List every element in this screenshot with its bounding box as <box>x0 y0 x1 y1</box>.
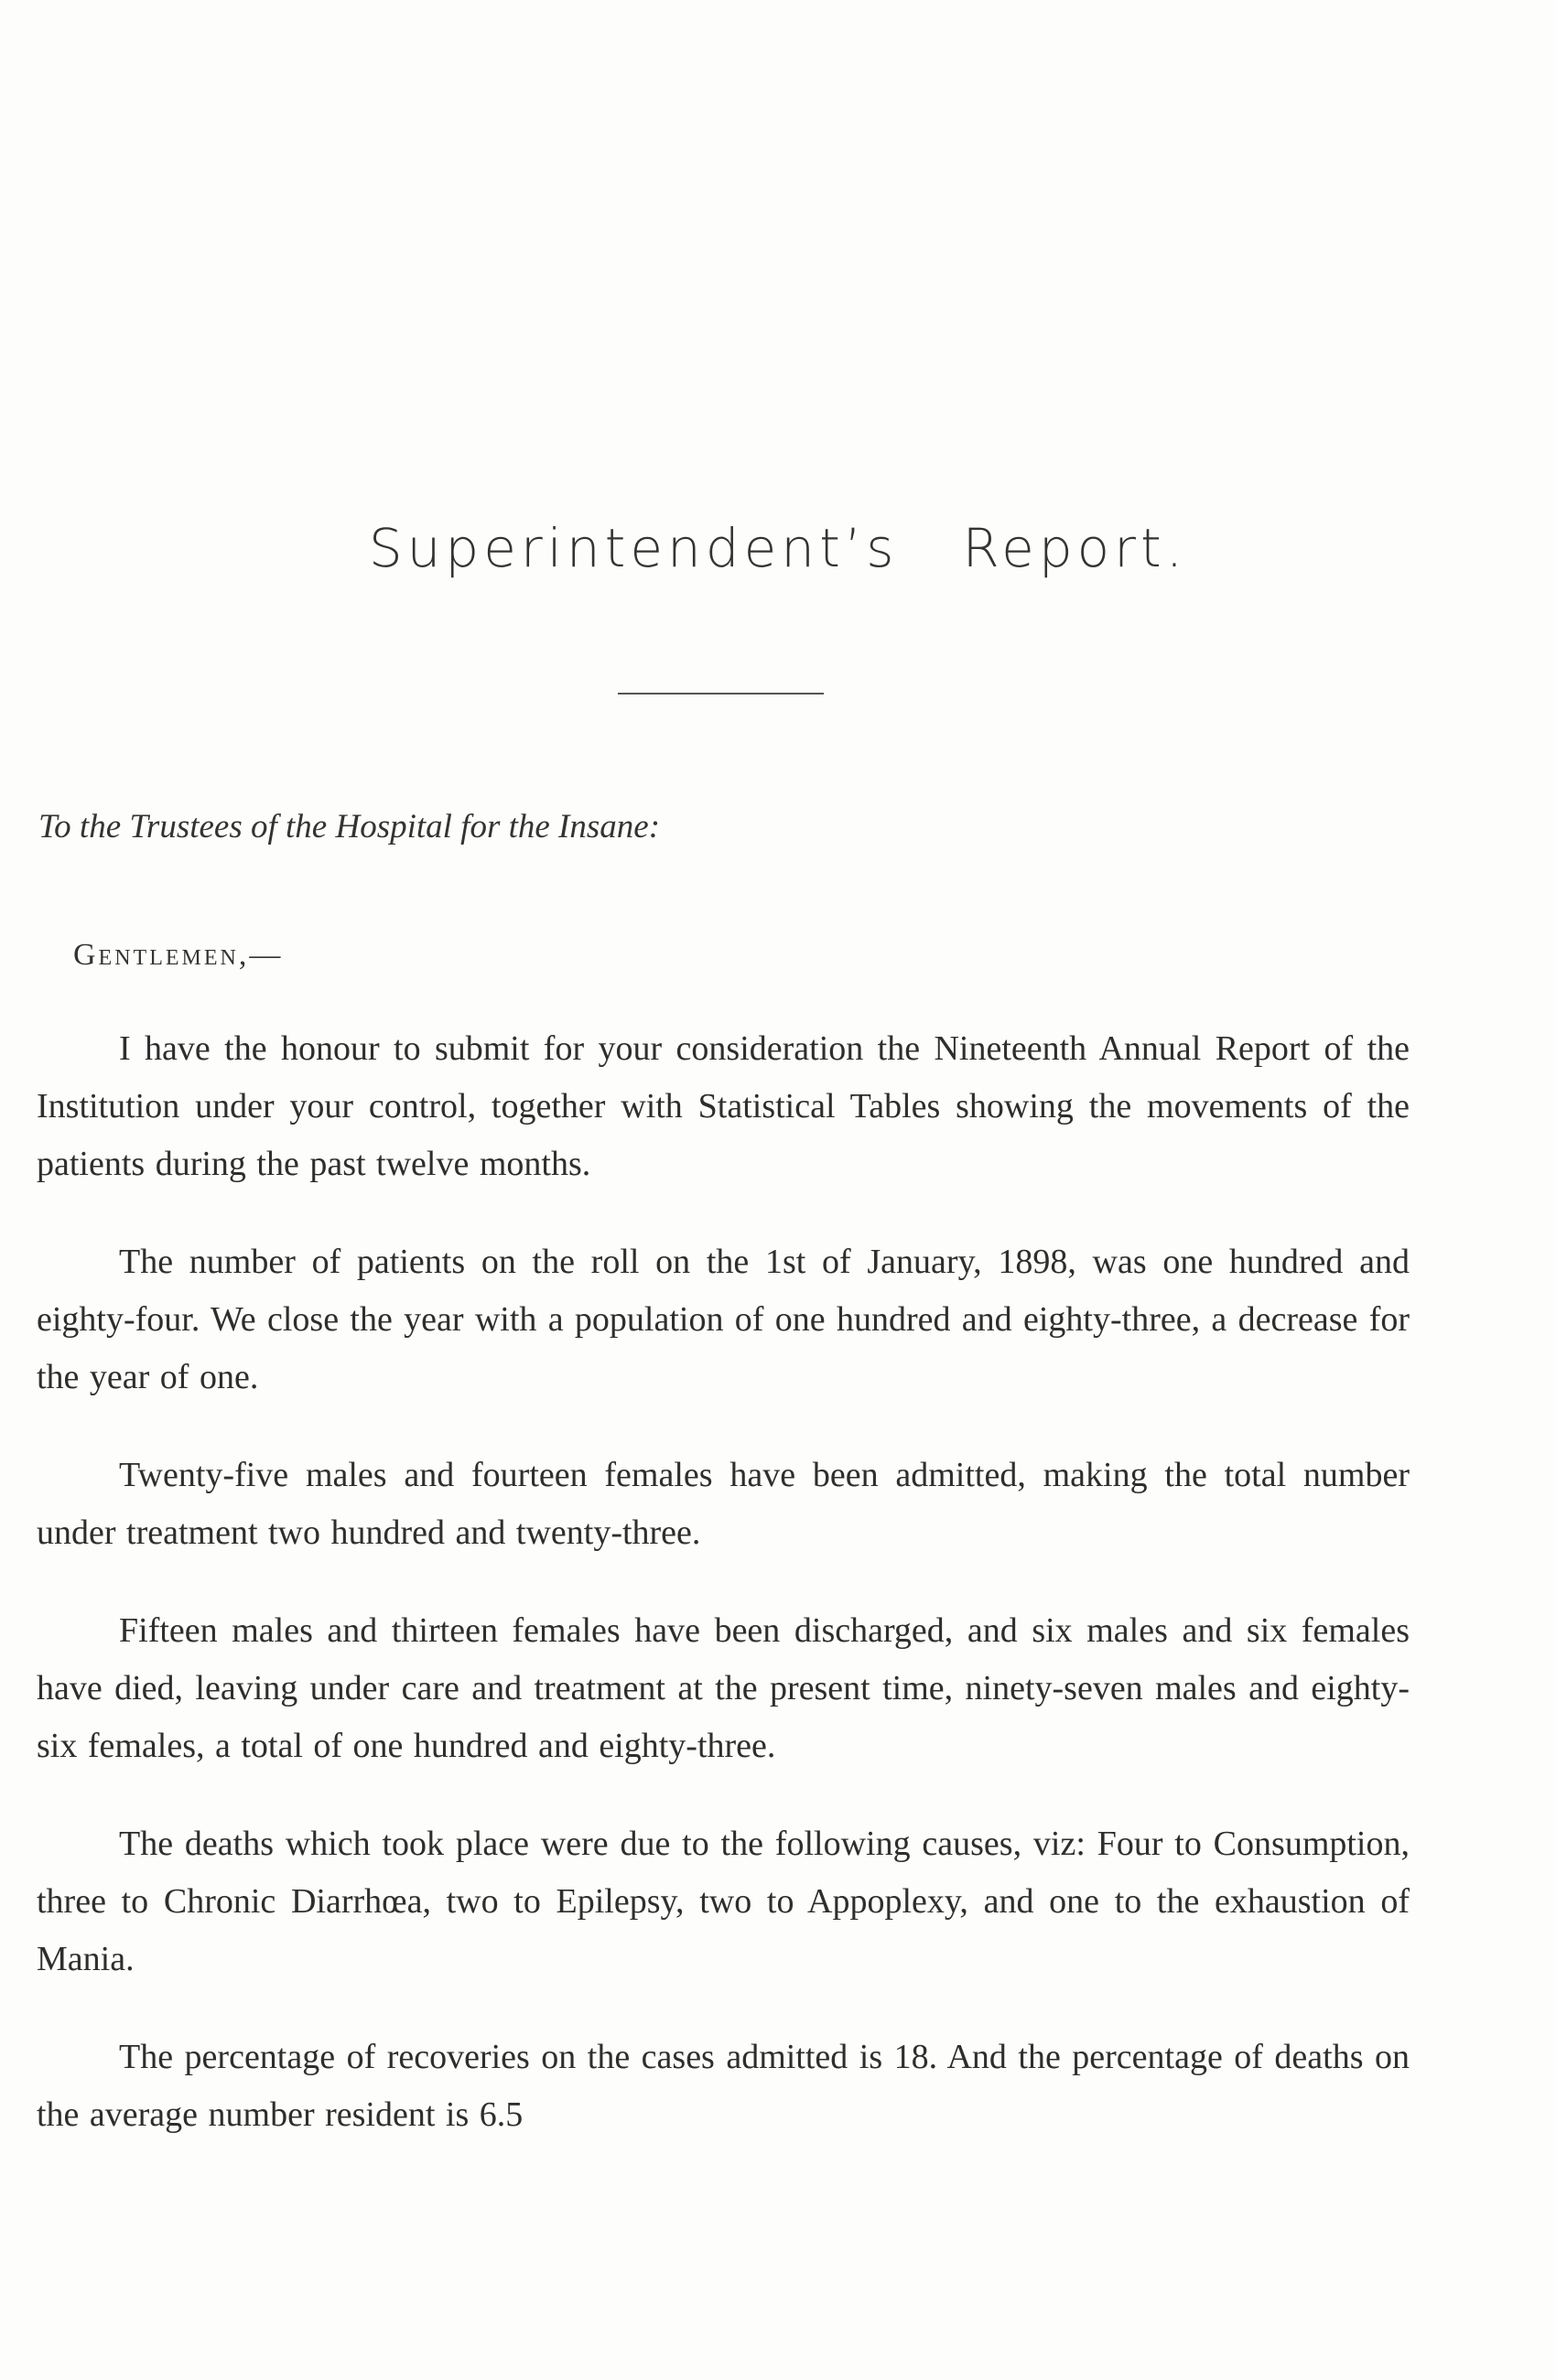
paragraph-admissions: Twenty-five males and fourteen females have been admitted, making the total number under treatment two hundred and twenty-three. <box>37 1456 1410 1552</box>
page-title <box>0 517 1556 579</box>
paragraph-intro: I have the honour to submit for your consideration the Nineteenth Annual Report of the Institution under your control, together with Statistical Tables showing the movements of the patients during the past twelve months. <box>37 1029 1410 1183</box>
report-body <box>37 1020 1410 2184</box>
paragraph-patient-count: The number of patients on the roll on the 1st of January, 1898, was one hundred and eighty-four. We close the year with a population of one hundred and eighty-three, a decrease for the year of one. <box>37 1243 1410 1396</box>
paragraph-percentages: The percentage of recoveries on the cases admitted is 18. And the percentage of deaths on the average number resident is 6.5 <box>37 2038 1410 2134</box>
title-divider <box>618 693 824 695</box>
greeting: Gentlemen,— <box>73 938 284 972</box>
paragraph-causes-of-death: The deaths which took place were due to the following causes, viz: Four to Consumption, three to Chronic Diarrhœa, two to Epilepsy, two to Appoplexy, and one to the exhaustion of Mania. <box>37 1825 1410 1978</box>
title-word-report: Report. <box>962 517 1188 579</box>
title-word-superintendents: Superintendent’s <box>368 517 899 579</box>
salutation: To the Trustees of the Hospital for the Insane: <box>38 808 661 845</box>
paragraph-discharges: Fifteen males and thirteen females have been discharged, and six males and six females have died, leaving under care and treatment at the present time, ninety-seven males and eighty-six females, a total of one hundred and eighty-three. <box>37 1611 1410 1765</box>
